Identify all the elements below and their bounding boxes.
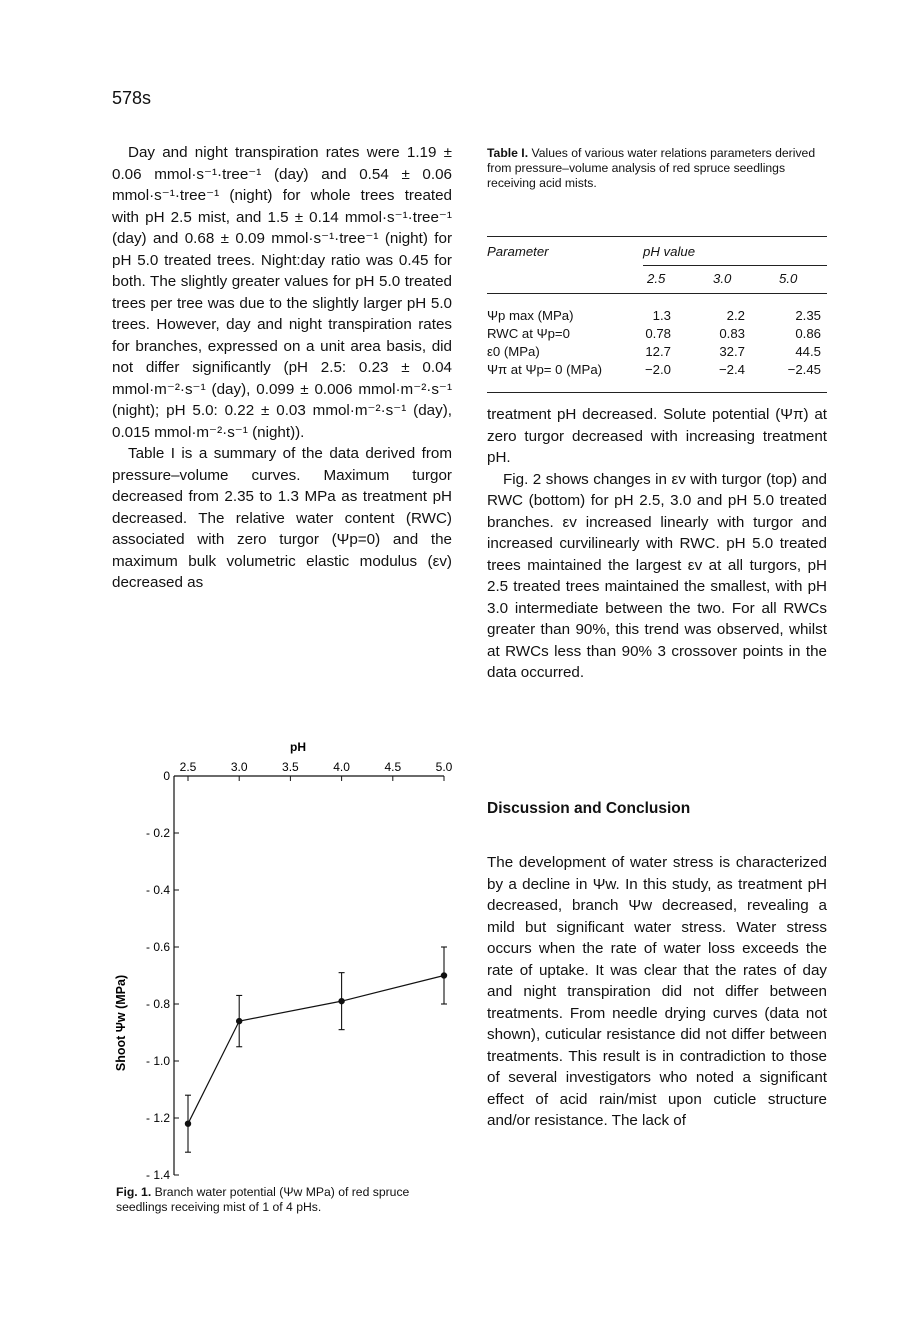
figure-caption-label: Fig. 1.	[116, 1185, 152, 1199]
x-tick-label: 3.0	[230, 760, 248, 774]
table-row-param: ε0 (MPa)	[487, 344, 540, 359]
fig2-paragraph: Fig. 2 shows changes in εv with turgor (top) and RWC (bottom) for pH 2.5, 3.0 and pH 5.0 treated branches. εv increased linearly with turgor and increased curvilinearly with RWC. pH 5.0 treated trees maintained the largest εv at all turgors, pH 2.5 treated trees maintained the smallest, with pH 3.0 intermediate between the two. For all RWCs greater than 90%, this trend was observed, whilst at RWCs less than 90% 3 crossover points in the data occurred.	[487, 470, 827, 681]
table-row-param: Ψπ at Ψp= 0 (MPa)	[487, 362, 603, 377]
x-tick-label: 5.0	[435, 760, 453, 774]
solute-potential-paragraph: treatment pH decreased. Solute potential (Ψπ) at zero turgor decreased with increasing treatment pH.	[487, 406, 827, 466]
table-header-parameter: Parameter	[487, 244, 549, 259]
y-axis-label: Shoot Ψw (MPa)	[114, 974, 128, 1072]
table-cell: 32.7	[719, 344, 745, 359]
x-tick-label: 4.0	[333, 760, 350, 774]
table-cell: 44.5	[795, 344, 821, 359]
y-tick-label: - 0.4	[145, 883, 170, 897]
table-row-param: RWC at Ψp=0	[487, 326, 570, 341]
table-row-param: Ψp max (MPa)	[487, 308, 574, 323]
table-header-ph-2-5: 2.5	[647, 271, 666, 286]
right-column-upper	[487, 404, 827, 684]
transpiration-paragraph: Day and night transpiration rates were 1.19 ± 0.06 mmol·s⁻¹·tree⁻¹ (day) and 0.54 ± 0.06 mmol·s⁻¹·tree⁻¹ (night) for whole trees treated with pH 2.5 mist, and 1.5 ± 0.14 mmol·s⁻¹·tree⁻¹ (day) and 0.68 ± 0.09 mmol·s⁻¹·tree⁻¹ (night) for pH 5.0 treated trees. Night:day ratio was 0.45 for both. The slightly greater values for pH 5.0 treated trees per tree was due to the slightly larger pH 5.0 trees. However, day and night transpiration rates for branches, expressed on a unit area basis, did not differ significantly (pH 2.5: 0.23 ± 0.04 mmol·m⁻²·s⁻¹ (day), 0.099 ± 0.006 mmol·m⁻²·s⁻¹ (night); pH 5.0: 0.22 ± 0.03 mmol·m⁻²·s⁻¹ (day), 0.015 mmol·m⁻²·s⁻¹ (night)).	[112, 144, 452, 441]
table-header-rule	[487, 293, 827, 294]
table-summary-paragraph: Table I is a summary of the data derived from pressure–volume curves. Maximum turgor decreased from 2.35 to 1.3 MPa as treatment pH decreased. The relative water content (RWC) associated with zero turgor (Ψp=0) and the maximum bulk volumetric elastic modulus (εv) decreased as	[112, 445, 452, 591]
data-point	[441, 972, 447, 978]
y-tick-label: - 1.4	[145, 1168, 170, 1180]
table-header-ph-5-0: 5.0	[779, 271, 798, 286]
table-cell: 0.86	[795, 326, 821, 341]
figure-1-chart	[108, 735, 478, 1180]
data-point	[338, 998, 344, 1004]
x-tick-label: 4.5	[384, 760, 402, 774]
data-point	[185, 1121, 191, 1127]
x-tick-label: 2.5	[179, 760, 197, 774]
x-axis-label: pH	[290, 740, 306, 754]
left-column	[112, 142, 452, 594]
y-tick-label: - 0.6	[145, 940, 170, 954]
discussion-paragraph: The development of water stress is characterized by a decline in Ψw. In this study, as treatment pH decreased, branch Ψw decreased, revealing a mild but significant water stress. Water stress occurs when the rate of water loss exceeds the rate of uptake. It was clear that the rates of day and night transpiration did not differ between treatments. From needle drying curves (data not shown), cuticular resistance did not differ between treatments. This result is in contradiction to those of several investigators who noted a significant effect of acid rain/mist upon cuticle structure and/or resistance. The lack of	[487, 854, 827, 1129]
chart-marks	[146, 760, 453, 1180]
figure-caption-text: Branch water potential (Ψw MPa) of red spruce seedlings receiving mist of 1 of 4 pHs.	[116, 1185, 410, 1214]
table-cell: 12.7	[645, 344, 671, 359]
figure-caption	[116, 1185, 456, 1215]
table-bottom-rule	[487, 392, 827, 393]
table-top-rule	[487, 236, 827, 237]
table-caption-label: Table I.	[487, 146, 529, 160]
series-line	[188, 976, 444, 1124]
y-tick-label: - 0.2	[145, 826, 170, 840]
page-number: 578s	[112, 88, 152, 108]
table-header-ph-3-0: 3.0	[713, 271, 732, 286]
table-group-rule	[643, 265, 827, 266]
table-cell: −2.4	[718, 362, 745, 377]
table-header-ph-group: pH value	[643, 244, 696, 259]
y-tick-label: - 1.0	[145, 1054, 170, 1068]
table-caption-text: Values of various water relations parameters derived from pressure–volume analysis of red spruce seedlings receiving acid mists.	[487, 146, 816, 190]
table-cell: 0.83	[719, 326, 745, 341]
section-heading: Discussion and Conclusion	[487, 800, 691, 817]
x-tick-label: 3.5	[282, 760, 299, 774]
y-tick-label: - 1.2	[145, 1111, 170, 1125]
right-column-lower	[487, 852, 827, 1132]
data-point	[236, 1018, 242, 1024]
table-cell: 0.78	[645, 326, 671, 341]
table-caption	[487, 146, 827, 191]
table-cell: 1.3	[652, 308, 671, 323]
table-cell: −2.45	[787, 362, 821, 377]
table-cell: −2.0	[644, 362, 671, 377]
y-tick-label: 0	[163, 769, 170, 783]
table-cell: 2.2	[726, 308, 745, 323]
y-tick-label: - 0.8	[145, 997, 170, 1011]
table-cell: 2.35	[795, 308, 821, 323]
